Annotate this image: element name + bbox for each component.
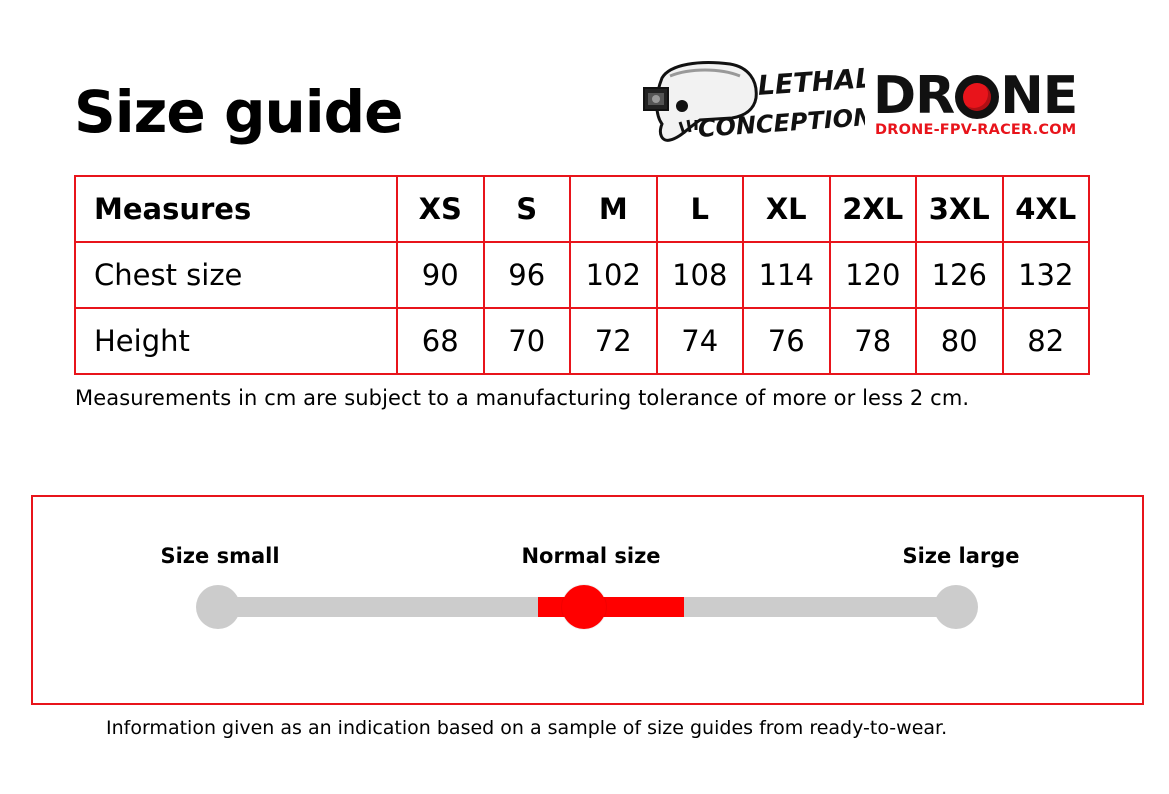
fit-label-large: Size large xyxy=(902,544,1020,568)
fit-knob-large xyxy=(934,585,978,629)
drone-fpv-racer-logo xyxy=(873,68,1093,143)
page-title: Size guide xyxy=(74,78,403,146)
table-cell: 76 xyxy=(743,308,830,374)
fit-track-highlight xyxy=(538,597,684,617)
table-row xyxy=(75,242,1089,308)
table-header-row xyxy=(75,176,1089,242)
table-header-cell: 2XL xyxy=(830,176,917,242)
row-label: Chest size xyxy=(75,242,397,308)
table-cell: 132 xyxy=(1003,242,1090,308)
skull-helmet-icon xyxy=(640,58,865,144)
table-header-cell: 4XL xyxy=(1003,176,1090,242)
table-header-cell: 3XL xyxy=(916,176,1003,242)
table-cell: 78 xyxy=(830,308,917,374)
fit-label-normal: Normal size xyxy=(521,544,661,568)
fit-label-small: Size small xyxy=(160,544,280,568)
table-cell: 68 xyxy=(397,308,484,374)
table-cell: 74 xyxy=(657,308,744,374)
table-cell: 102 xyxy=(570,242,657,308)
table-cell: 70 xyxy=(484,308,571,374)
table-header-cell: L xyxy=(657,176,744,242)
fit-indicator-knob xyxy=(562,585,606,629)
svg-text:LETHAL: LETHAL xyxy=(756,62,865,102)
table-cell: 82 xyxy=(1003,308,1090,374)
drone-wordmark: DR NE xyxy=(873,66,1078,126)
lethal-conception-logo xyxy=(640,58,865,144)
fit-knob-small xyxy=(196,585,240,629)
size-table xyxy=(74,175,1090,375)
drone-o-icon xyxy=(955,75,999,119)
drone-url: DRONE-FPV-RACER.COM xyxy=(875,122,1077,138)
table-header-cell: S xyxy=(484,176,571,242)
svg-text:CONCEPTION: CONCEPTION xyxy=(697,102,865,143)
table-cell: 120 xyxy=(830,242,917,308)
table-header-cell: XL xyxy=(743,176,830,242)
table-cell: 90 xyxy=(397,242,484,308)
table-header-cell: M xyxy=(570,176,657,242)
table-header-cell: XS xyxy=(397,176,484,242)
table-cell: 80 xyxy=(916,308,1003,374)
table-cell: 108 xyxy=(657,242,744,308)
tolerance-note: Measurements in cm are subject to a manufacturing tolerance of more or less 2 cm. xyxy=(75,386,970,410)
table-cell: 72 xyxy=(570,308,657,374)
row-label: Height xyxy=(75,308,397,374)
table-cell: 126 xyxy=(916,242,1003,308)
table-header-cell: Measures xyxy=(75,176,397,242)
table-cell: 96 xyxy=(484,242,571,308)
disclaimer-note: Information given as an indication based on a sample of size guides from ready-to-wear. xyxy=(106,717,948,739)
table-cell: 114 xyxy=(743,242,830,308)
table-row xyxy=(75,308,1089,374)
